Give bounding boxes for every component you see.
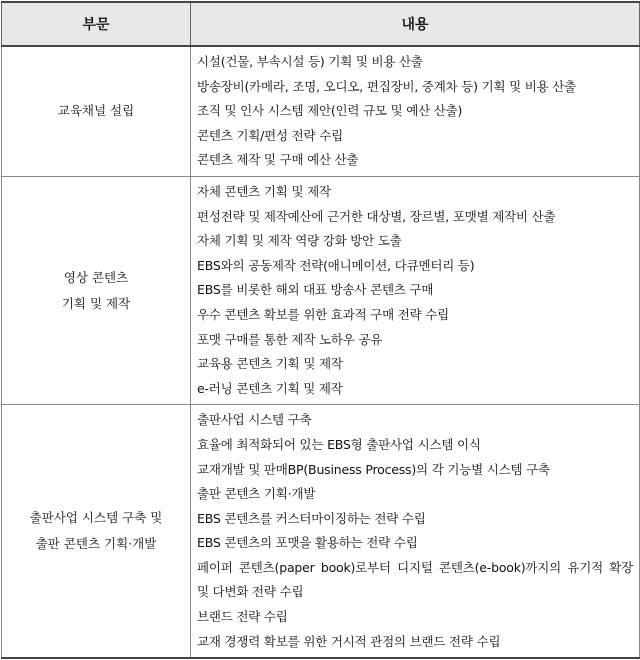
list-item: 자체 콘텐츠 기획 및 제작 (197, 183, 331, 199)
list-item: 포맷 구매를 통한 제작 노하우 공유 (197, 331, 383, 347)
list-item: 우수 콘텐츠 확보를 위한 효과적 구매 전략 수립 (197, 306, 450, 322)
section-row-channel (2, 46, 640, 176)
section-title-line: 출판사업 시스템 구축 및 (29, 510, 163, 526)
list-item: 출판사업 시스템 구축 (197, 412, 312, 428)
header-row (2, 2, 640, 46)
list-item: EBS와의 공동제작 전략(애니메이션, 다큐멘터리 등) (197, 257, 475, 273)
list-item: 효율에 최적화되어 있는 EBS형 출판사업 시스템 이식 (197, 436, 481, 452)
list-item: 브랜드 전략 수립 (197, 609, 288, 625)
list-item: 콘텐츠 기획/편성 전략 수립 (197, 127, 343, 143)
list-item: 방송장비(카메라, 조명, 오디오, 편집장비, 중계차 등) 기획 및 비용 산출 (197, 78, 577, 94)
scope-table (1, 1, 640, 659)
list-item: 자체 기획 및 제작 역량 강화 방안 도출 (197, 233, 402, 249)
list-item: 교육용 콘텐츠 기획 및 제작 (197, 356, 343, 372)
section-items (191, 405, 640, 658)
section-items (191, 176, 640, 404)
list-item: 조직 및 인사 시스템 제안(인력 규모 및 예산 산출) (197, 103, 463, 119)
section-title-line: 출판 콘텐츠 기획·개발 (35, 536, 157, 552)
list-item: EBS 콘텐츠의 포맷을 활용하는 전략 수립 (197, 535, 418, 551)
list-item: 교재 경쟁력 확보를 위한 거시적 관점의 브랜드 전략 수립 (197, 633, 501, 649)
section-title (2, 176, 191, 404)
list-item: e-러닝 콘텐츠 기획 및 제작 (197, 380, 343, 396)
section-title-line: 기획 및 제작 (61, 295, 131, 311)
list-item: EBS 콘텐츠를 커스터마이징하는 전략 수립 (197, 510, 426, 526)
list-item: 시설(건물, 부속시설 등) 기획 및 비용 산출 (197, 54, 423, 69)
list-item: 콘텐츠 제작 및 구매 예산 산출 (197, 152, 359, 168)
list-item: EBS를 비롯한 해외 대표 방송사 콘텐츠 구매 (197, 282, 434, 298)
header-content: 내용 (191, 2, 640, 46)
section-title-line: 교육채널 설립 (57, 103, 135, 119)
section-items (191, 46, 640, 176)
section-title (2, 405, 191, 658)
section-title-line: 영상 콘텐츠 (63, 269, 129, 285)
section-title (2, 46, 191, 176)
list-item: 교재개발 및 판매BP(Business Process)의 각 기능별 시스템 구축 (197, 461, 550, 477)
section-row-video (2, 176, 640, 404)
list-item: 페이퍼 콘텐츠(paper book)로부터 디지털 콘텐츠(e-book)까지의 유기적 확장 및 다변화 전략 수립 (197, 559, 633, 600)
header-division: 부문 (2, 2, 191, 46)
list-item: 편성전략 및 제작예산에 근거한 대상별, 장르별, 포맷별 제작비 산출 (197, 208, 556, 224)
list-item: 출판 콘텐츠 기획·개발 (197, 486, 316, 502)
section-row-publishing (2, 405, 640, 658)
